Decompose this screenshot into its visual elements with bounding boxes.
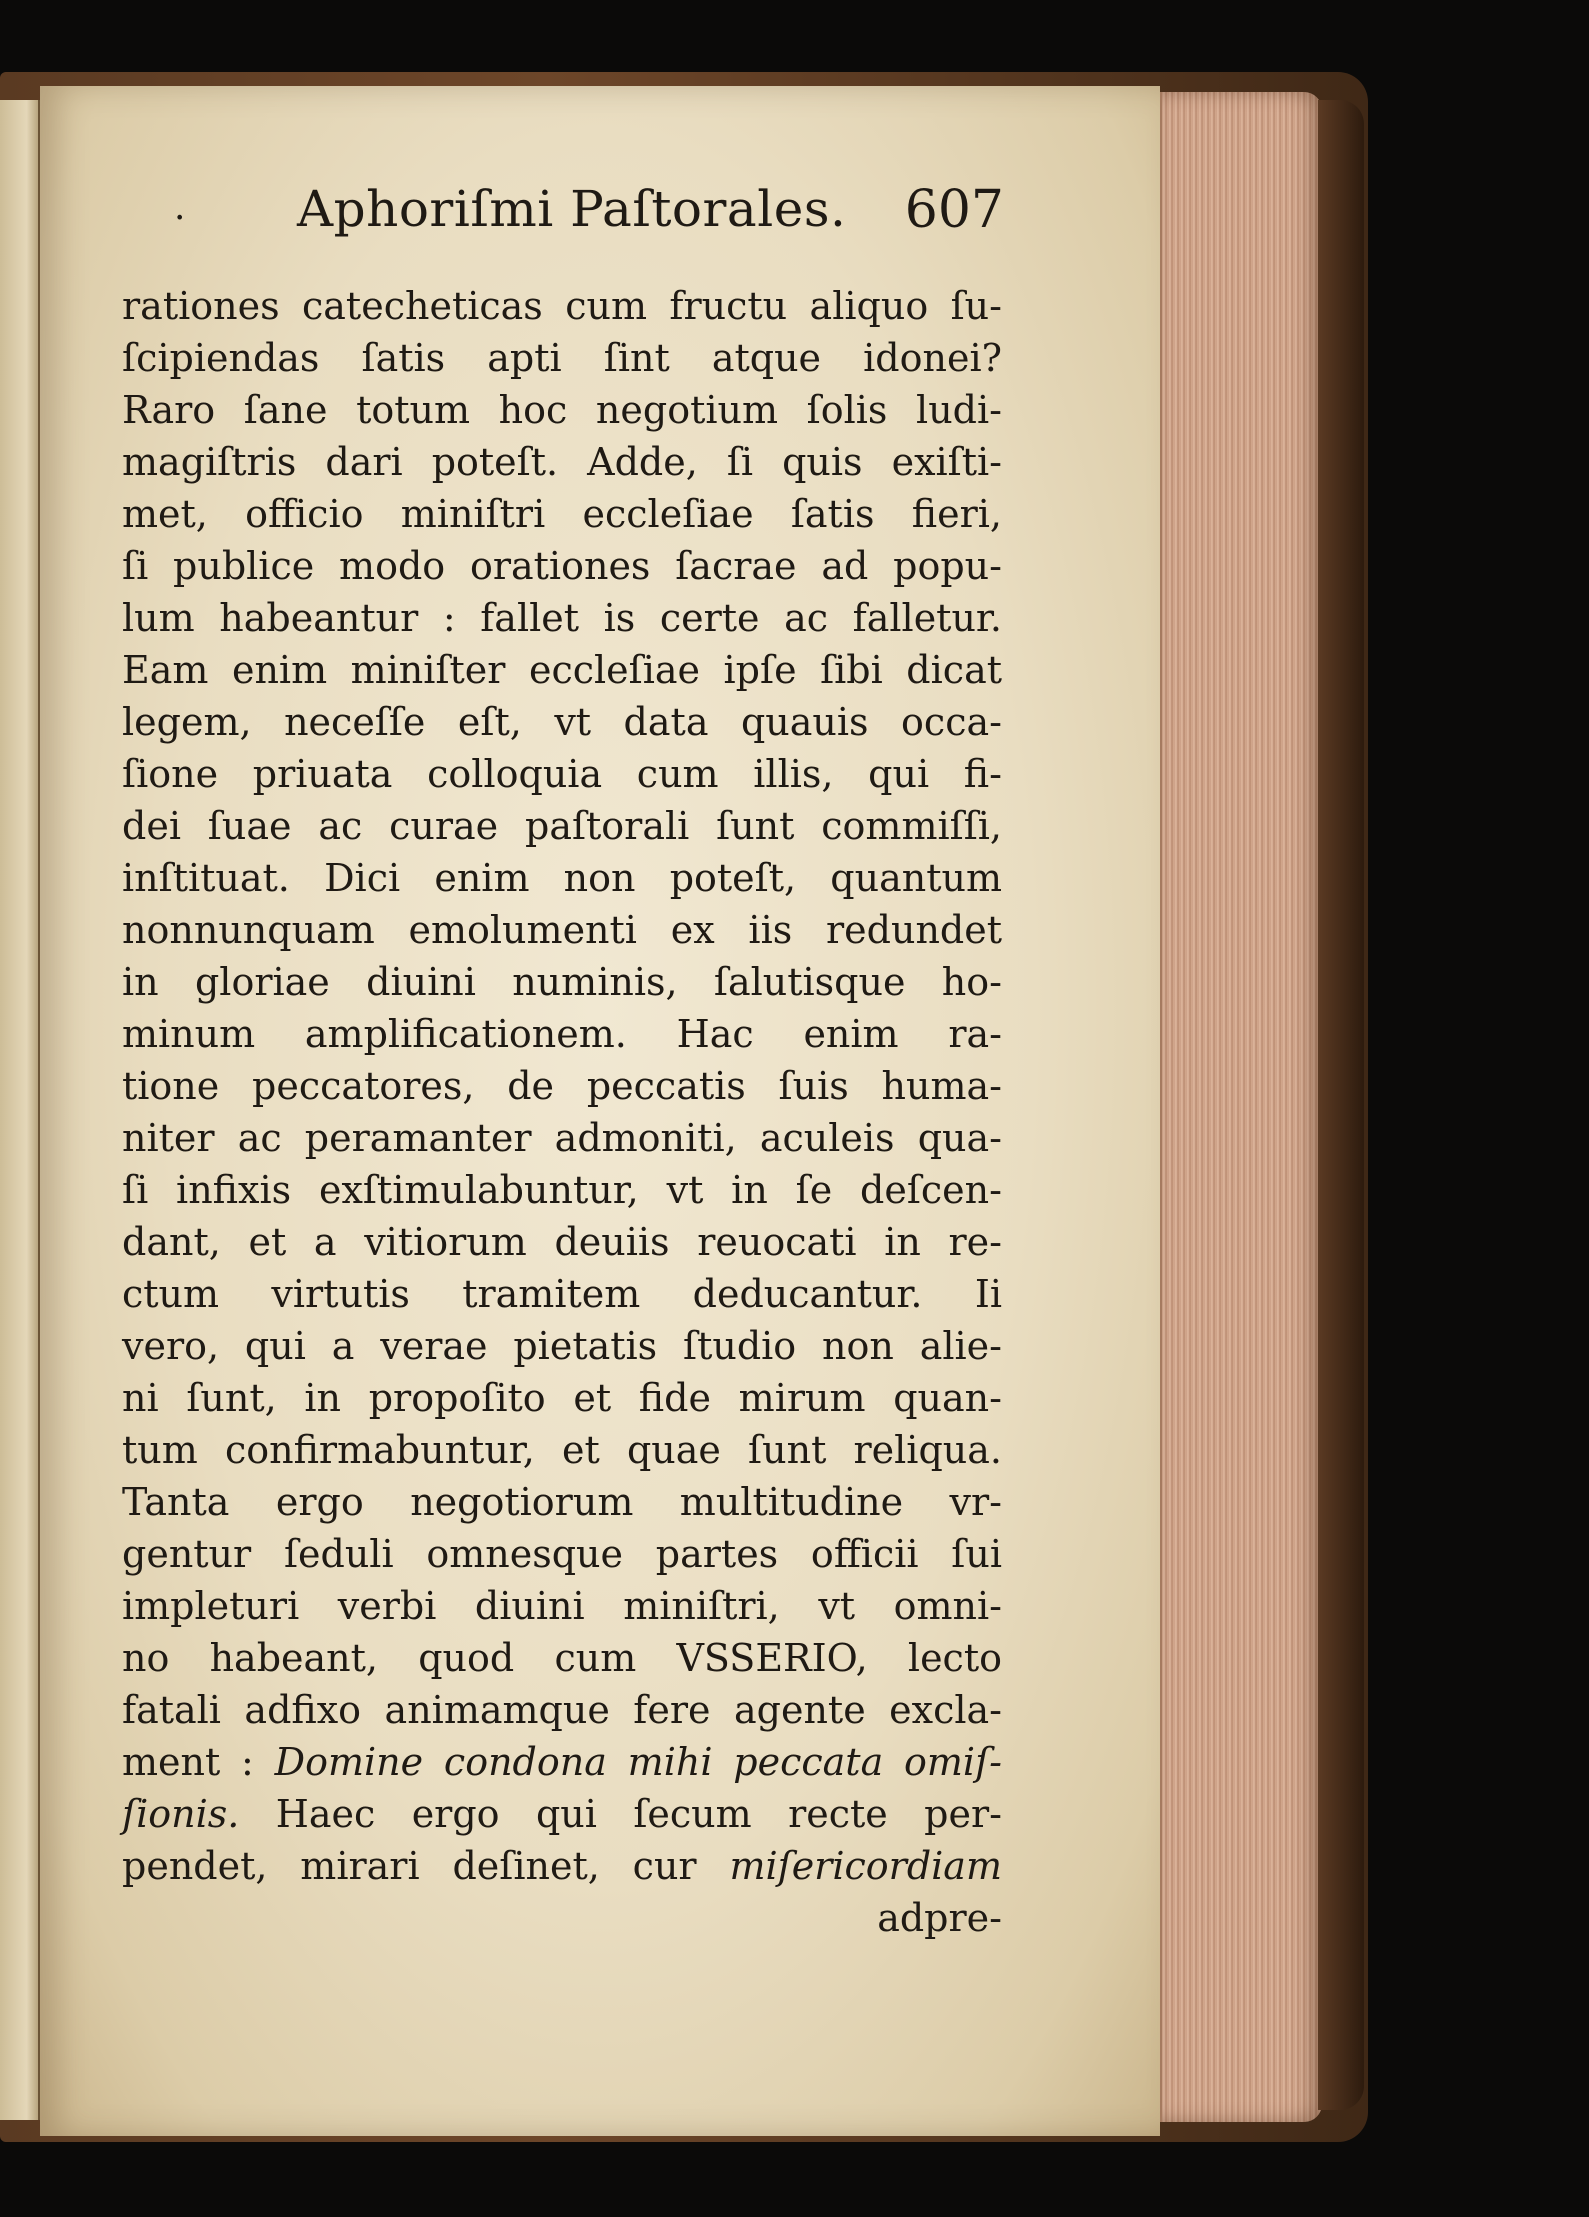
- text-line: tione peccatores, de peccatis ſuis huma-: [122, 1064, 1002, 1108]
- header-mark: ·: [174, 198, 186, 239]
- text-line: [122, 1840, 1002, 1892]
- text-line: impleturi verbi diuini miniſtri, vt omni-: [122, 1584, 1002, 1628]
- text-line: in gloriae diuini numinis, ſalutisque ho-: [122, 960, 1002, 1004]
- text-line: dant, et a vitiorum deuiis reuocati in re-: [122, 1220, 1002, 1264]
- facing-page-edge: [0, 100, 40, 2120]
- text-line: lum habeantur : fallet is certe ac falletur.: [122, 596, 1002, 640]
- text-line: tum confirmabuntur, et quae ſunt reliqua.: [122, 1428, 1002, 1472]
- page-number: 607: [904, 180, 1004, 240]
- text-line: gentur ſeduli omnesque partes officii ſui: [122, 1532, 1002, 1576]
- text-line: rationes catecheticas cum fructu aliquo ſu-: [122, 284, 1002, 328]
- text-line: vero, qui a verae pietatis ſtudio non alie-: [122, 1324, 1002, 1368]
- text-line: ſi infixis exſtimulabuntur, vt in ſe deſcen-: [122, 1168, 1002, 1212]
- page-block-edges: [1160, 92, 1322, 2122]
- body-text: [122, 280, 1002, 1736]
- text-line: fatali adfixo animamque fere agente excla-: [122, 1688, 1002, 1732]
- text-line: ni ſunt, in propoſito et fide mirum quan-: [122, 1376, 1002, 1420]
- italic-word: miſericordiam: [729, 1844, 1002, 1888]
- line-text: ment :: [122, 1740, 275, 1784]
- text-line: ſione priuata colloquia cum illis, qui fi-: [122, 752, 1002, 796]
- line-text: pendet, mirari deſinet, cur: [122, 1844, 730, 1888]
- text-line: legem, neceſſe eſt, vt data quauis occa-: [122, 700, 1002, 744]
- italic-quote: Domine condona mihi peccata omiſ-: [274, 1740, 1002, 1784]
- text-line: niter ac peramanter admoniti, aculeis qua-: [122, 1116, 1002, 1160]
- text-line: no habeant, quod cum VSSERIO, lecto: [122, 1636, 1002, 1680]
- text-line: nonnunquam emolumenti ex iis redundet: [122, 908, 1002, 952]
- catchword: adpre-: [877, 1896, 1002, 1940]
- text-line: minum amplificationem. Hac enim ra-: [122, 1012, 1002, 1056]
- line-text: Haec ergo qui ſecum recte per-: [239, 1792, 1002, 1836]
- page-text: [122, 170, 1002, 1944]
- text-line: ctum virtutis tramitem deducantur. Ii: [122, 1272, 1002, 1316]
- cover-edge: [1318, 100, 1364, 2110]
- running-header: [122, 170, 1002, 280]
- text-line: Eam enim miniſter eccleſiae ipſe ſibi dicat: [122, 648, 1002, 692]
- text-line: [122, 1788, 1002, 1840]
- italic-quote: ſionis.: [122, 1792, 240, 1836]
- text-line: ſcipiendas ſatis apti ſint atque idonei?: [122, 336, 1002, 380]
- text-line: magiſtris dari poteſt. Adde, ſi quis exiſti-: [122, 440, 1002, 484]
- text-line: dei ſuae ac curae paſtorali ſunt commiſſi,: [122, 804, 1002, 848]
- text-line: [122, 1736, 1002, 1788]
- text-line: met, officio miniſtri eccleſiae ſatis fieri,: [122, 492, 1002, 536]
- text-line: ſi publice modo orationes ſacrae ad popu-: [122, 544, 1002, 588]
- text-line: Raro ſane totum hoc negotium ſolis ludi-: [122, 388, 1002, 432]
- running-title: Aphoriſmi Paſtorales.: [297, 180, 847, 238]
- text-line: inſtituat. Dici enim non poteſt, quantum: [122, 856, 1002, 900]
- text-line: Tanta ergo negotiorum multitudine vr-: [122, 1480, 1002, 1524]
